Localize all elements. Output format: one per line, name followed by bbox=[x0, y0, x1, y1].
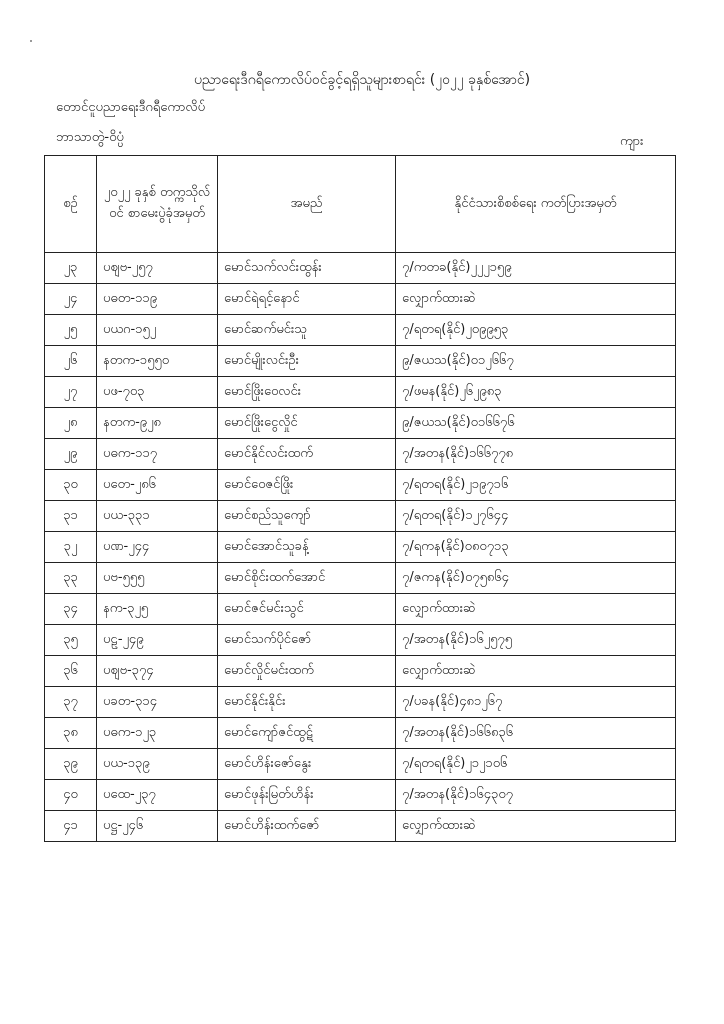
row-name: မောင်စည်သူကျော် bbox=[218, 501, 396, 532]
row-roll: ပဖ-၇၀၃ bbox=[97, 377, 218, 408]
row-nrc: ၇/ဖမန(နိုင်)၂၆၂၉၈၃ bbox=[396, 377, 676, 408]
row-no: ၄၁ bbox=[45, 811, 97, 842]
row-nrc: ၇/ကတခ(နိုင်)၂၂၂၁၅၉ bbox=[396, 253, 676, 284]
row-roll: ပဓတ-၁၁၉ bbox=[97, 284, 218, 315]
row-no: ၂၃ bbox=[45, 253, 97, 284]
row-roll: ပဈဗ-၂၅၇ bbox=[97, 253, 218, 284]
table-row bbox=[45, 625, 676, 656]
row-no: ၃၂ bbox=[45, 532, 97, 563]
row-roll: ပတေ-၂၈၆ bbox=[97, 470, 218, 501]
row-roll: ပထေ-၂၃၇ bbox=[97, 780, 218, 811]
row-no: ၃၅ bbox=[45, 625, 97, 656]
row-nrc: ၇/ပခန(နိုင်)၄၈၁၂၆၇ bbox=[396, 687, 676, 718]
row-roll: နတက-၉၂၈ bbox=[97, 408, 218, 439]
header-no: စဉ် bbox=[45, 156, 97, 253]
table-row bbox=[45, 811, 676, 842]
row-name: မောင်ဟိန်းထက်ဇော် bbox=[218, 811, 396, 842]
row-nrc: ၇/အတန(နိုင်)၁၆၆၈၃၆ bbox=[396, 718, 676, 749]
row-roll: ပခတ-၃၁၄ bbox=[97, 687, 218, 718]
table-row bbox=[45, 749, 676, 780]
row-roll: ပယ-၃၃၁ bbox=[97, 501, 218, 532]
row-roll: ပဓက-၁၂၃ bbox=[97, 718, 218, 749]
table-row bbox=[45, 346, 676, 377]
row-nrc: ၇/ရကန(နိုင်)၀၈၀၇၁၃ bbox=[396, 532, 676, 563]
row-roll: ပဠ-၂၄၉ bbox=[97, 625, 218, 656]
row-no: ၂၅ bbox=[45, 315, 97, 346]
table-header-row bbox=[45, 156, 676, 253]
table-row bbox=[45, 687, 676, 718]
row-name: မောင်လှိုင်မင်းထက် bbox=[218, 656, 396, 687]
table-row bbox=[45, 594, 676, 625]
row-name: မောင်ဟိန်းဇော်နွေး bbox=[218, 749, 396, 780]
row-nrc: လျှောက်ထားဆဲ bbox=[396, 811, 676, 842]
admission-table bbox=[44, 155, 676, 842]
row-nrc: ၇/အတန(နိုင်)၁၆၄၃၀၇ bbox=[396, 780, 676, 811]
row-name: မောင်မျိုးလင်းဦး bbox=[218, 346, 396, 377]
table-row bbox=[45, 315, 676, 346]
row-no: ၂၇ bbox=[45, 377, 97, 408]
table-row bbox=[45, 439, 676, 470]
header-name: အမည် bbox=[218, 156, 396, 253]
row-no: ၂၈ bbox=[45, 408, 97, 439]
college-name: တောင်ငူပညာရေးဒီဂရီကောလိပ် bbox=[56, 100, 206, 115]
row-no: ၂၆ bbox=[45, 346, 97, 377]
row-nrc: ၇/ဇကန(နိုင်)၀၇၅၈၆၄ bbox=[396, 563, 676, 594]
row-nrc: ၇/ရတရ(နိုင်)၂၁၂၁၀၆ bbox=[396, 749, 676, 780]
row-nrc: ၇/ရတရ(နိုင်)၂၀၉၉၅၃ bbox=[396, 315, 676, 346]
row-roll: နတက-၁၅၅၀ bbox=[97, 346, 218, 377]
table-row bbox=[45, 501, 676, 532]
row-name: မောင်သက်ပိုင်ဇော် bbox=[218, 625, 396, 656]
row-no: ၃၄ bbox=[45, 594, 97, 625]
row-roll: ပယဂ-၁၅၂ bbox=[97, 315, 218, 346]
row-name: မောင်ရဲရင့်နောင် bbox=[218, 284, 396, 315]
row-name: မောင်ဖြိုးငွေလှိုင် bbox=[218, 408, 396, 439]
row-name: မောင်အောင်သူခန့် bbox=[218, 532, 396, 563]
row-name: မောင်နိုင်လင်းထက် bbox=[218, 439, 396, 470]
row-nrc: ၉/ဇယသ(နိုင်)၀၁၆၆၇၆ bbox=[396, 408, 676, 439]
header-nrc: နိုင်ငံသားစိစစ်ရေး ကတ်ပြားအမှတ် bbox=[396, 156, 676, 253]
row-name: မောင်ဆက်မင်းသူ bbox=[218, 315, 396, 346]
row-no: ၃၃ bbox=[45, 563, 97, 594]
row-no: ၃၆ bbox=[45, 656, 97, 687]
row-no: ၄၀ bbox=[45, 780, 97, 811]
row-roll: ပဋ္ဌ-၂၄၆ bbox=[97, 811, 218, 842]
table-row bbox=[45, 656, 676, 687]
subject-group: ဘာသာတွဲ-ဝိပ္ပံ bbox=[56, 130, 124, 145]
row-name: မောင်နိုင်းနိုင်း bbox=[218, 687, 396, 718]
row-no: ၃၀ bbox=[45, 470, 97, 501]
row-nrc: ၇/အတန(နိုင်)၁၆၆၇၇၈ bbox=[396, 439, 676, 470]
row-roll: ပဗ-၅၅၅ bbox=[97, 563, 218, 594]
row-roll: ပဓက-၁၁၇ bbox=[97, 439, 218, 470]
row-name: မောင်ဖုန်းမြတ်ဟိန်း bbox=[218, 780, 396, 811]
document-title: ပညာရေးဒီဂရီကောလိပ်ဝင်ခွင့်ရရှိသူများစာရင်း (၂၀၂၂ ခုနှစ်အောင်) bbox=[193, 72, 531, 88]
table-row bbox=[45, 563, 676, 594]
row-name: မောင်စိုင်းထက်အောင် bbox=[218, 563, 396, 594]
row-roll: ပဈဗ-၃၇၄ bbox=[97, 656, 218, 687]
row-name: မောင်ကျော်ဇင်ထွဋ် bbox=[218, 718, 396, 749]
row-nrc: ၇/ရတရ(နိုင်)၂၁၉၇၁၆ bbox=[396, 470, 676, 501]
table-row bbox=[45, 532, 676, 563]
table-row bbox=[45, 718, 676, 749]
row-no: ၃၇ bbox=[45, 687, 97, 718]
row-no: ၃၈ bbox=[45, 718, 97, 749]
row-name: မောင်သက်လင်းထွန်း bbox=[218, 253, 396, 284]
row-nrc: လျှောက်ထားဆဲ bbox=[396, 656, 676, 687]
row-nrc: ၇/ရတရ(နိုင်)၁၂၇၆၄၄ bbox=[396, 501, 676, 532]
row-no: ၂၄ bbox=[45, 284, 97, 315]
row-roll: ပယ-၁၃၉ bbox=[97, 749, 218, 780]
scan-speck bbox=[30, 40, 32, 42]
table-row bbox=[45, 780, 676, 811]
row-no: ၃၁ bbox=[45, 501, 97, 532]
gender-label: ကျား bbox=[620, 134, 644, 149]
table-row bbox=[45, 470, 676, 501]
row-nrc: လျှောက်ထားဆဲ bbox=[396, 284, 676, 315]
row-name: မောင်ဝေဇင်ဖြိုး bbox=[218, 470, 396, 501]
row-roll: ပဏ-၂၄၄ bbox=[97, 532, 218, 563]
row-no: ၂၉ bbox=[45, 439, 97, 470]
table-row bbox=[45, 408, 676, 439]
table-row bbox=[45, 377, 676, 408]
header-roll-number: ၂၀၂၂ ခုနှစ် တက္ကသိုလ်ဝင် စာမေးပွဲခုံအမှတ် bbox=[97, 156, 218, 253]
row-roll: နက-၃၂၅ bbox=[97, 594, 218, 625]
row-name: မောင်ဖြိုးဝေလင်း bbox=[218, 377, 396, 408]
row-name: မောင်ဇင်မင်းသွင် bbox=[218, 594, 396, 625]
table-row bbox=[45, 284, 676, 315]
row-no: ၃၉ bbox=[45, 749, 97, 780]
row-nrc: ၇/အတန(နိုင်)၁၆၂၅၇၅ bbox=[396, 625, 676, 656]
table-row bbox=[45, 253, 676, 284]
row-nrc: ၉/ဇယသ(နိုင်)၀၁၂၆၆၇ bbox=[396, 346, 676, 377]
row-nrc: လျှောက်ထားဆဲ bbox=[396, 594, 676, 625]
